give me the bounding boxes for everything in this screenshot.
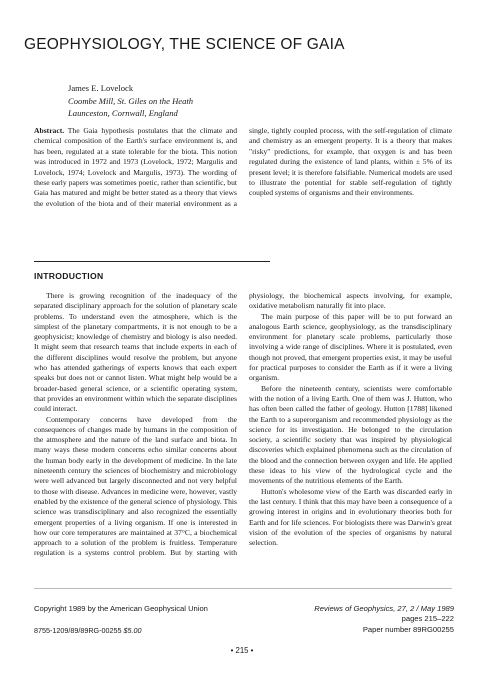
affiliation-line-2: Launceston, Cornwall, England [68, 108, 178, 118]
issn-line [34, 626, 142, 635]
issn-code: 8755-1209/89/89RG-00255 [34, 626, 122, 635]
journal-citation [314, 604, 454, 635]
affiliation-line-1: Coombe Mill, St. Giles on the Heath [68, 95, 194, 106]
journal-name: Reviews of Geophysics, 27, 2 / May 1989 [314, 604, 454, 613]
abstract [34, 126, 452, 209]
section-divider [34, 261, 270, 262]
paragraph: Hutton's wholesome view of the Earth was discarded early in the last century. I think that this may have been a consequence of a growing interest in origins and in evolutionary theories both for Earth and for life sciences. For biologists there was Darwin's great vision of the evolution of the species of organisms by natural selection. [249, 486, 452, 548]
page-range: pages 215–222 [401, 614, 454, 624]
author-block [68, 82, 193, 120]
paragraph: There is growing recognition of the inadequacy of the separated disciplinary approach for the solution of planetary scale problems. To understand even the atmosphere, which is the simplest of the planetary compartments, it is not enough to be a geophysicist; knowledge of chemistry and biology is also needed. It might seem that research teams that include experts in each of the different disciplines would resolve the problem, but anyone who has attended gatherings of experts knows that each expert speaks but does not or cannot listen. What might help would be a broader-based general science, or a scientific operating system, that provides an environment within which the separate disciplines could interact. [34, 291, 237, 414]
footer-divider [34, 588, 452, 589]
price: $5.00 [123, 626, 142, 635]
body-text [34, 291, 452, 577]
paper-number: Paper number 89RG00255 [362, 624, 454, 634]
paragraph: Before the nineteenth century, scientists were comfortable with the notion of a living Earth. One of them was J. Hutton, who has often been called the father of geology. Hutton [1788] likened the Earth to a superorganism and recommended physiology as the science for its investigation. He belonged to the circulation society, a scientific society that was inspired by physiological discoveries which explained phenomena such as the circulation of the blood and the connection between oxygen and life. He applied these ideas to his view of the hydrological cycle and the movements of the nutritious elements of the Earth. [249, 383, 452, 486]
paper-title: GEOPHYSIOLOGY, THE SCIENCE OF GAIA [24, 36, 345, 53]
abstract-text: The Gaia hypothesis postulates that the climate and chemical composition of the Earth's surface environment is, and has been, regulated at a state tolerable for the biota. This notion was introduced in 1972 and 1973 (Lovelock, 1972; Margulis and Lovelock, 1974; Lovelock and Margulis, 1973). The wording of these early papers was sometimes poetic, rather than scientific, but Gaia has matured and might be better stated as a theory that views the evolution of the biota and of their material environment as a single, tightly coupled process, with the self-regulation of climate and chemistry as an emergent property. It is a theory that makes "risky" predictions, for example, that oxygen is and has been regulated during the existence of land plants, within ± 5% of its present level; it is therefore falsifiable. Numerical models are used to illustrate the potential for stable self-regulation of tightly coupled systems of organisms and their environments. [34, 126, 452, 208]
author-name: James E. Lovelock [68, 83, 134, 93]
abstract-label: Abstract. [34, 126, 65, 135]
copyright-notice: Copyright 1989 by the American Geophysical Union [34, 604, 208, 613]
page-number: • 215 • [230, 646, 254, 655]
paragraph: Contemporary concerns have developed from the consequences of changes made by humans in the composition of the atmosphere and the nature of the land surface and biota. In many ways these modern concerns echo similar concerns about the human body early in the development of medicine. In the late nineteenth century the sciences of biochemistry and microbiology were well advanced but largely disconnected and not very helpful to those with disease. Advances in medicine were, however, vastly enabled by the existence of the general science of physiology. This science was transdisciplinary and also recognized the essentially emergent properties of a living organism. If one is interested in how our core temperatures are maintained at 37°C, a biochemical approach to a solution of the problem is fruitless. Temperature regulation is a systems control problem. But by starting with physiology, the biochemical aspects involving, for example, oxidative metabolism naturally fit into place. [34, 291, 452, 558]
section-heading: INTRODUCTION [34, 271, 104, 281]
paragraph: The main purpose of this paper will be to put forward an analogous Earth science, geophysiology, as the transdisciplinary environment for planetary scale problems, particularly those involving a wide range of disciplines. Where it is postulated, even though not proved, that emergent properties exist, it may be useful for practical purposes to consider the Earth as if it were a living organism. [249, 311, 452, 383]
